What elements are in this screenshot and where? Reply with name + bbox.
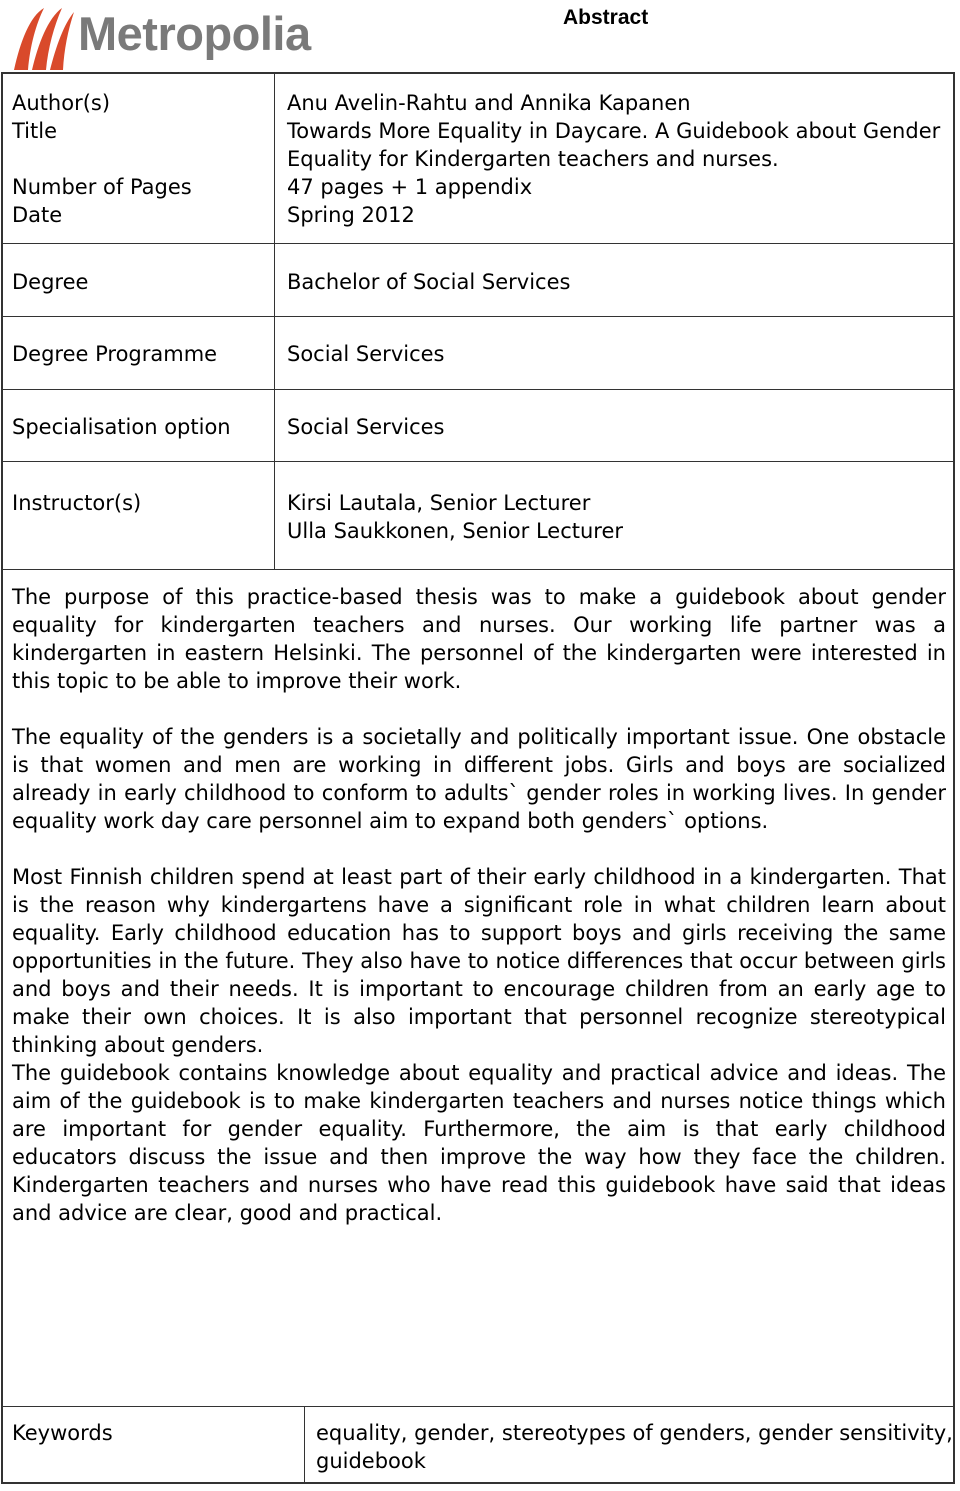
- programme-label: Degree Programme: [12, 342, 218, 366]
- page-title: Abstract: [563, 6, 649, 29]
- keywords-line-2: guidebook: [316, 1449, 426, 1473]
- divider: [1, 461, 955, 462]
- logo-mark-icon: [10, 2, 80, 72]
- divider: [1, 243, 955, 244]
- abstract-paragraph-2: The equality of the genders is a societally and politically important issue. One obstacle is that women and men are working in different jobs. Girls and boys are socialized already in early childhood to conform to adults` gender roles in working lives. In gender equality work day care personnel aim to expand both genders` options.: [12, 725, 946, 833]
- title-value-line2: Equality for Kindergarten teachers and nurses.: [287, 147, 779, 171]
- programme-value: Social Services: [287, 342, 445, 366]
- date-label: Date: [12, 203, 63, 227]
- pages-label: Number of Pages: [12, 175, 192, 199]
- pages-value: 47 pages + 1 appendix: [287, 175, 533, 199]
- degree-value: Bachelor of Social Services: [287, 270, 571, 294]
- instructor-1: Kirsi Lautala, Senior Lecturer: [287, 491, 591, 515]
- keywords-label: Keywords: [12, 1421, 113, 1445]
- instructors-label: Instructor(s): [12, 491, 142, 515]
- instructor-2: Ulla Saukkonen, Senior Lecturer: [287, 519, 624, 543]
- degree-label: Degree: [12, 270, 89, 294]
- divider: [1, 1406, 955, 1407]
- divider: [1, 316, 955, 317]
- keywords-line-1: equality, gender, stereotypes of genders, gender sensitivity,: [316, 1421, 953, 1445]
- authors-value: Anu Avelin-Rahtu and Annika Kapanen: [287, 91, 691, 115]
- divider: [1, 389, 955, 390]
- specialisation-value: Social Services: [287, 415, 445, 439]
- title-value-line1: Towards More Equality in Daycare. A Guidebook about Gender: [287, 119, 941, 143]
- author-label: Author(s): [12, 91, 111, 115]
- title-label: Title: [12, 119, 58, 143]
- date-value: Spring 2012: [287, 203, 415, 227]
- divider: [1, 569, 955, 570]
- abstract-paragraph-1: The purpose of this practice-based thesis was to make a guidebook about gender equality for kindergarten teachers and nurses. Our working life partner was a kindergarten in eastern Helsinki. The personnel of the kindergarten were interested in this topic to be able to improve their work.: [12, 585, 946, 693]
- abstract-paragraph-4: The guidebook contains knowledge about equality and practical advice and ideas. The aim of the guidebook is to make kindergarten teachers and nurses notice things which are important for gender equality. Furthermore, the aim is that early childhood educators discuss the issue and then improve the way how they face the children. Kindergarten teachers and nurses who have read this guidebook have said that ideas and advice are clear, good and practical.: [12, 1061, 946, 1225]
- metropolia-logo: [10, 2, 320, 72]
- abstract-paragraph-3: Most Finnish children spend at least part of their early childhood in a kindergarten. That is the reason why kindergartens have a significant role in what children learn about equality. Early childhood education has to support boys and girls receiving the same opportunities in the future. They also have to notice differences that occur between girls and boys and their needs. It is important to encourage children from an early age to make their own choices. It is also important that personnel recognize stereotypical thinking about genders.: [12, 865, 946, 1057]
- column-divider: [304, 1406, 305, 1484]
- specialisation-label: Specialisation option: [12, 415, 231, 439]
- logo-wordmark: Metropolia: [78, 7, 311, 60]
- column-divider: [274, 73, 275, 570]
